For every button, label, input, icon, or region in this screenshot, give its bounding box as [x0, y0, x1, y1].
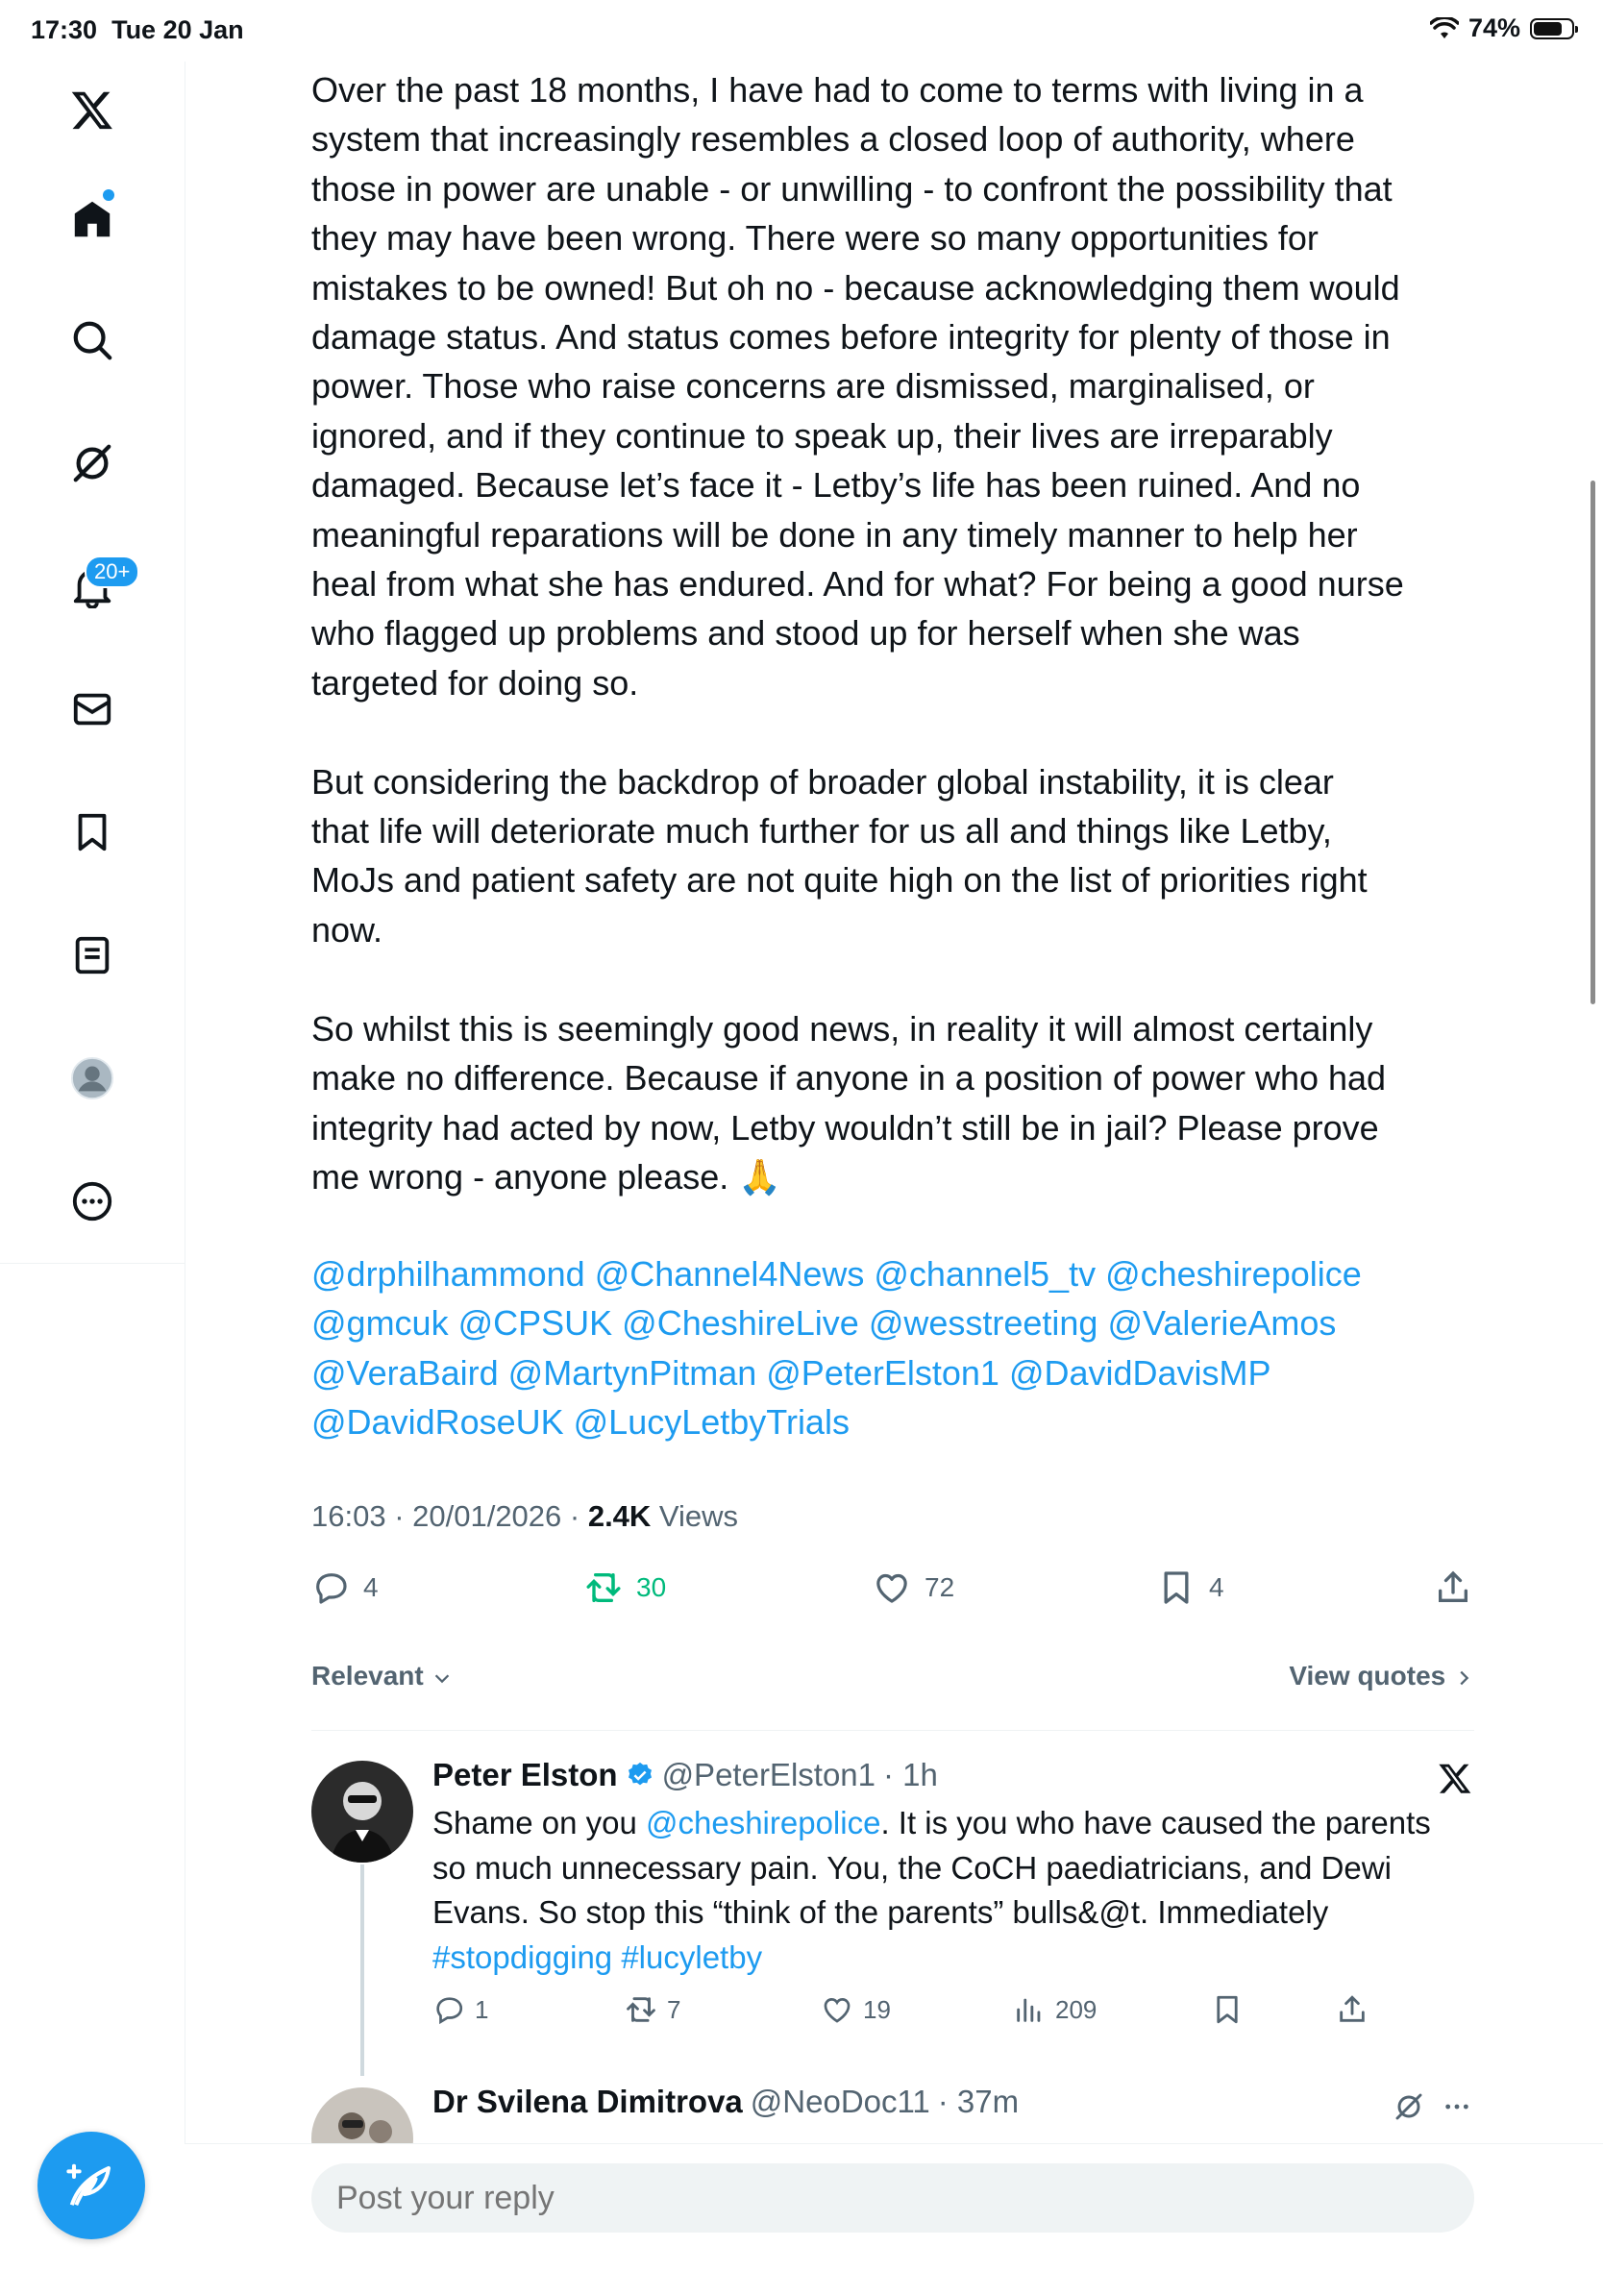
- bookmark-button[interactable]: [1211, 1993, 1244, 2026]
- avatar[interactable]: [311, 2087, 413, 2143]
- like-button[interactable]: [873, 1568, 954, 1607]
- chevron-right-icon: [1453, 1667, 1474, 1689]
- mention-link[interactable]: @CheshireLive: [622, 1303, 859, 1344]
- notification-badge: 20+: [85, 555, 139, 588]
- mention-link[interactable]: @LucyLetbyTrials: [573, 1402, 850, 1443]
- views-button[interactable]: [1013, 1993, 1097, 2026]
- wifi-icon: [1430, 17, 1459, 40]
- mention-line: [311, 1397, 1493, 1446]
- tweet-views-count: 2.4K: [587, 1499, 652, 1533]
- mention-link[interactable]: @MartynPitman: [507, 1352, 757, 1393]
- share-button[interactable]: [1434, 1568, 1472, 1607]
- scrollbar-thumb[interactable]: [1591, 481, 1595, 1004]
- repost-icon: [584, 1568, 623, 1607]
- reply-input[interactable]: [311, 2163, 1474, 2233]
- mention-link[interactable]: @DavidDavisMP: [1008, 1352, 1271, 1393]
- reply-icon: [432, 1993, 465, 2026]
- tweet-text: [311, 65, 1484, 1251]
- grok-icon: [1393, 2091, 1424, 2122]
- chevron-down-icon: [432, 1667, 453, 1689]
- reply-header: [432, 1757, 938, 1793]
- like-button[interactable]: [821, 1993, 891, 2026]
- x-logo-icon[interactable]: [63, 81, 121, 138]
- share-icon: [1434, 1568, 1472, 1607]
- mention-link[interactable]: @PeterElston1: [766, 1352, 999, 1393]
- avatar-icon[interactable]: [63, 1049, 121, 1107]
- repost-button[interactable]: [625, 1993, 680, 2026]
- mention-line: [311, 1298, 1493, 1347]
- search-icon[interactable]: [63, 311, 121, 369]
- mention-link[interactable]: @cheshirepolice: [645, 1805, 881, 1840]
- mention-link[interactable]: @ValerieAmos: [1107, 1303, 1337, 1344]
- reply-author-handle[interactable]: @NeoDoc11: [750, 2084, 930, 2119]
- reply-author-name[interactable]: Peter Elston: [432, 1757, 618, 1792]
- repost-count: 30: [636, 1572, 667, 1602]
- status-time: 17:30 Tue 20 Jan: [31, 15, 244, 44]
- reply-icon: [311, 1568, 350, 1607]
- mention-line: [311, 1348, 1493, 1397]
- sidebar-divider: [0, 1263, 185, 1264]
- repost-icon: [625, 1993, 657, 2026]
- view-quotes-link[interactable]: View quotes: [1289, 1661, 1474, 1691]
- tweet-views-label: Views: [651, 1499, 739, 1533]
- reply-text: Shame on you @cheshirepolice. It is you who have caused the parents so much unnecessary pain. You, the CoCH paediatricians, and Dewi Evans. So stop this “think of the parents” bulls&@t. Immediately #stopdigging #lucyletby: [432, 1805, 1431, 1975]
- reply-count: 4: [363, 1572, 379, 1602]
- battery-percent: 74%: [1467, 13, 1520, 42]
- more-icon[interactable]: [63, 1173, 121, 1230]
- share-icon: [1336, 1993, 1369, 2026]
- mention-link[interactable]: @cheshirepolice: [1105, 1254, 1362, 1294]
- tweet-actions: [311, 1568, 1482, 1617]
- mention-link[interactable]: @DavidRoseUK: [311, 1402, 564, 1443]
- mention-link[interactable]: @wesstreeting: [868, 1303, 1098, 1344]
- reply-author-handle[interactable]: @PeterElston1: [661, 1757, 876, 1792]
- tweet-paragraph-2: But considering the backdrop of broader global instability, it is clear that life will deteriorate much further for us all and things like Letby, MoJs and patient safety are not quite high on the list of priorities right now.: [311, 761, 1368, 950]
- status-right: [1430, 13, 1574, 43]
- repost-count: 7: [667, 1994, 681, 2024]
- home-unread-dot: [103, 189, 114, 201]
- bookmark-icon: [1211, 1993, 1244, 2026]
- battery-icon: [1530, 18, 1574, 39]
- mention-link[interactable]: @gmcuk: [311, 1303, 449, 1344]
- mention-link[interactable]: @CPSUK: [457, 1303, 613, 1344]
- more-icon[interactable]: [1442, 2091, 1472, 2122]
- bookmark-icon: [1157, 1568, 1196, 1607]
- mention-link[interactable]: @Channel4News: [594, 1254, 865, 1294]
- reply-author-name[interactable]: Dr Svilena Dimitrova: [432, 2084, 743, 2119]
- reply-header: [432, 2084, 1019, 2120]
- x-logo-icon: [1438, 1761, 1472, 1795]
- reply-count: 1: [475, 1994, 489, 2024]
- list-icon[interactable]: [63, 926, 121, 984]
- reply-time: · 37m: [937, 2084, 1020, 2119]
- tweet-meta: [311, 1499, 738, 1534]
- compose-button[interactable]: [37, 2132, 145, 2239]
- tweet-mentions: [311, 1249, 1493, 1447]
- tweet-paragraph-1: Over the past 18 months, I have had to come to terms with living in a system that increasingly resembles a closed loop of authority, where those in power are unable - or unwilling - to confront the possibility that they may have been wrong. There were so many opportunities for mistakes to be owned! But oh no - because acknowledging them would damage status. And status comes before integrity for plenty of those in power. Those who raise concerns are dismissed, marginalised, or ignored, and if they continue to speak up, their lives are irreparably damaged. Because let’s face it - Letby’s life has been ruined. And no meaningful reparations will be done in any timely manner to help her heal from what she has endured. And for what? For being a good nurse who flagged up problems and stood up for herself when she was targeted for doing so.: [311, 70, 1404, 703]
- like-count: 19: [863, 1994, 891, 2024]
- status-bar: [0, 0, 1603, 62]
- mention-link[interactable]: @drphilhammond: [311, 1254, 585, 1294]
- mention-link[interactable]: @channel5_tv: [874, 1254, 1097, 1294]
- heart-icon: [873, 1568, 911, 1607]
- reply-composer-bar: [185, 2143, 1603, 2296]
- mention-link[interactable]: @VeraBaird: [311, 1352, 499, 1393]
- reply-item[interactable]: [311, 2084, 1484, 2143]
- mention-line: [311, 1249, 1493, 1298]
- views-chart-icon: [1013, 1993, 1046, 2026]
- reply-time: · 1h: [883, 1757, 938, 1792]
- views-count: 209: [1055, 1994, 1097, 2024]
- reply-button[interactable]: [432, 1993, 488, 2026]
- repost-button[interactable]: [584, 1568, 666, 1607]
- sort-row: [311, 1661, 1474, 1699]
- mail-icon[interactable]: [63, 680, 121, 738]
- heart-icon: [821, 1993, 853, 2026]
- reply-button[interactable]: [311, 1568, 379, 1607]
- divider: [311, 1730, 1474, 1731]
- verified-badge-icon: [626, 1761, 654, 1790]
- compose-icon: [65, 2160, 117, 2211]
- bookmark-button[interactable]: [1157, 1568, 1224, 1607]
- tweet-paragraph-3: So whilst this is seemingly good news, in reality it will almost certainly make no difference. Because if anyone in a position of power who had integrity had acted by now, Letby wouldn’t still be in jail? Please prove me wrong - anyone please. 🙏: [311, 1008, 1387, 1197]
- grok-icon[interactable]: [63, 434, 121, 492]
- sort-relevant-button[interactable]: Relevant: [311, 1661, 453, 1691]
- reply-item[interactable]: [311, 1757, 1484, 2045]
- bookmark-count: 4: [1209, 1572, 1224, 1602]
- share-button[interactable]: [1336, 1993, 1369, 2026]
- hashtag-links[interactable]: #stopdigging #lucyletby: [432, 1938, 763, 1975]
- reply-actions: [432, 1993, 1451, 2032]
- bookmark-icon[interactable]: [63, 803, 121, 861]
- like-count: 72: [925, 1572, 955, 1602]
- tweet-timestamp[interactable]: 16:03 · 20/01/2026 ·: [311, 1499, 588, 1533]
- avatar[interactable]: [311, 1761, 413, 1863]
